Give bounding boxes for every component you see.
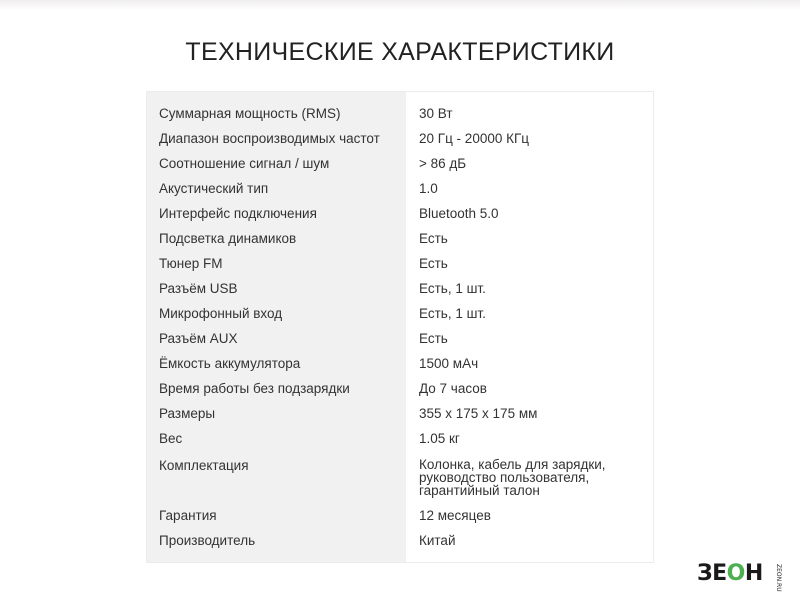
spec-label: Вес bbox=[159, 431, 183, 446]
spec-label: Микрофонный вход bbox=[159, 306, 283, 321]
spec-value: До 7 часов bbox=[419, 381, 487, 396]
spec-value: Есть bbox=[419, 256, 448, 271]
top-strip bbox=[0, 0, 800, 10]
brand-logo-mark bbox=[697, 561, 763, 587]
spec-value: > 86 дБ bbox=[419, 156, 467, 171]
spec-value: Есть, 1 шт. bbox=[419, 281, 486, 296]
spec-value: Есть bbox=[419, 331, 448, 346]
spec-value: Китай bbox=[419, 533, 456, 548]
brand-logo-text-end: Н bbox=[744, 561, 763, 586]
spec-label: Соотношение сигнал / шум bbox=[159, 156, 330, 171]
spec-label: Разъём USB bbox=[159, 281, 238, 296]
brand-logo-text-start: ЗЕ bbox=[697, 561, 727, 586]
spec-label: Подсветка динамиков bbox=[159, 231, 297, 246]
spec-label: Интерфейс подключения bbox=[159, 206, 317, 221]
spec-value: 30 Вт bbox=[419, 106, 453, 121]
spec-value: 1.0 bbox=[419, 181, 438, 196]
spec-label: Разъём AUX bbox=[159, 331, 238, 346]
spec-label: Время работы без подзарядки bbox=[159, 381, 350, 396]
spec-label: Ёмкость аккумулятора bbox=[159, 356, 301, 371]
spec-label: Производитель bbox=[159, 533, 256, 548]
spec-value: Колонка, кабель для зарядки, руководство пользователя, гарантийный талон bbox=[419, 457, 606, 498]
specs-table bbox=[147, 92, 653, 562]
spec-value: Есть bbox=[419, 231, 448, 246]
spec-label: Акустический тип bbox=[159, 181, 269, 196]
spec-label: Суммарная мощность (RMS) bbox=[159, 106, 341, 121]
spec-value: 355 x 175 x 175 мм bbox=[419, 406, 538, 421]
page-title: ТЕХНИЧЕСКИЕ ХАРАКТЕРИСТИКИ bbox=[185, 38, 615, 66]
spec-label: Комплектация bbox=[159, 458, 249, 473]
spec-value: 1500 мАч bbox=[419, 356, 479, 371]
spec-value: 20 Гц - 20000 КГц bbox=[419, 131, 530, 146]
spec-value: 1.05 кг bbox=[419, 431, 460, 446]
spec-label: Размеры bbox=[159, 406, 216, 421]
spec-value: Bluetooth 5.0 bbox=[419, 206, 499, 221]
brand-logo bbox=[697, 561, 787, 592]
spec-label: Диапазон воспроизводимых частот bbox=[159, 131, 380, 146]
brand-domain: ZEON.RU bbox=[775, 564, 782, 592]
brand-logo-text-accent: О bbox=[726, 561, 745, 586]
spec-label: Гарантия bbox=[159, 508, 217, 523]
spec-label: Тюнер FM bbox=[159, 256, 223, 271]
spec-value: Есть, 1 шт. bbox=[419, 306, 486, 321]
spec-value: 12 месяцев bbox=[419, 508, 491, 523]
